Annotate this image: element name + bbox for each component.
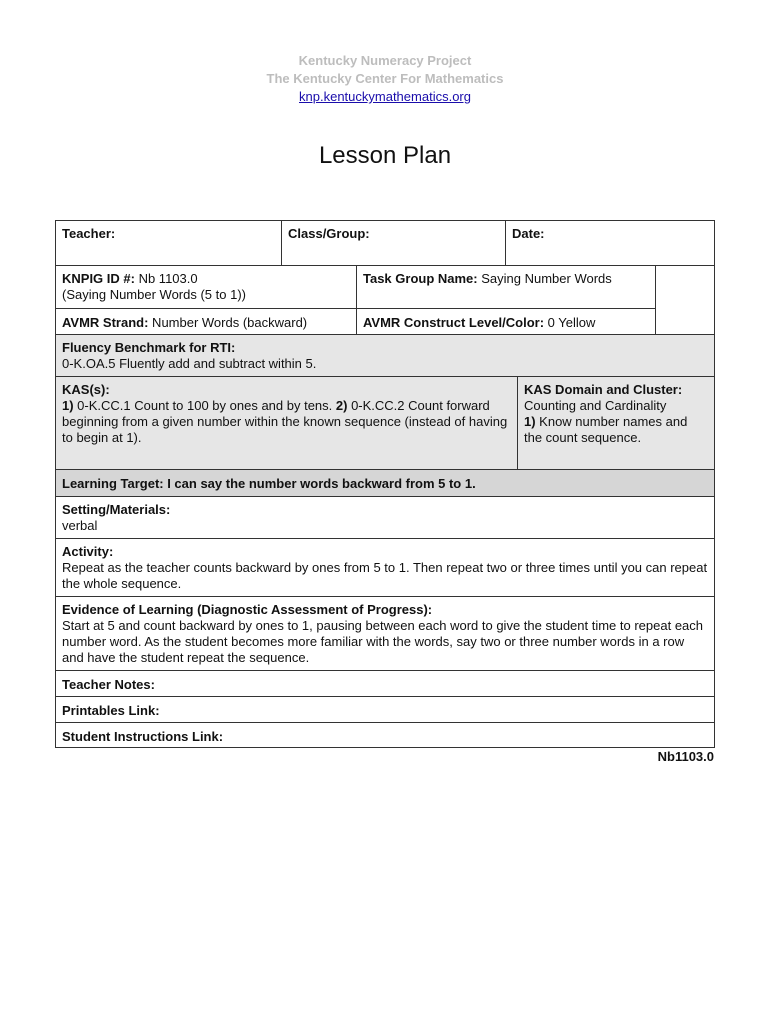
project-name: Kentucky Numeracy Project bbox=[298, 53, 472, 68]
footer-id: Nb1103.0 bbox=[657, 749, 714, 764]
activity bbox=[55, 538, 715, 597]
kas-domain-text-1: Know number names and the count sequence. bbox=[524, 414, 688, 445]
setting-materials bbox=[55, 496, 715, 539]
setting-value: verbal bbox=[62, 518, 98, 533]
fluency-benchmark bbox=[55, 334, 715, 377]
knpig-sub: (Saying Number Words (5 to 1)) bbox=[62, 287, 246, 302]
class-group-label: Class/Group: bbox=[288, 226, 370, 241]
fluency-value: 0-K.OA.5 Fluently add and subtract within 5. bbox=[62, 356, 317, 371]
teacher-label: Teacher: bbox=[62, 226, 116, 241]
printables-link: Printables Link: bbox=[55, 696, 715, 723]
kas-domain-value: Counting and Cardinality bbox=[524, 398, 667, 413]
task-group-cell bbox=[356, 265, 656, 309]
activity-label: Activity: bbox=[62, 544, 114, 559]
knpig-value: Nb 1103.0 bbox=[134, 271, 198, 286]
avmr-construct-label: AVMR Construct Level/Color: bbox=[363, 315, 545, 330]
class-group-field bbox=[281, 220, 506, 266]
kas-num-1: 1) bbox=[62, 398, 74, 413]
task-group-value: Saying Number Words bbox=[477, 271, 612, 286]
avmr-strand-value: Number Words (backward) bbox=[148, 315, 308, 330]
kas-domain-num-1: 1) bbox=[524, 414, 536, 429]
center-name: The Kentucky Center For Mathematics bbox=[266, 71, 504, 86]
student-instructions-link: Student Instructions Link: bbox=[55, 722, 715, 748]
fluency-label: Fluency Benchmark for RTI: bbox=[62, 340, 236, 355]
teacher-notes: Teacher Notes: bbox=[55, 670, 715, 697]
knpig-label: KNPIG ID #: bbox=[62, 271, 135, 286]
avmr-strand-label: AVMR Strand: bbox=[62, 315, 149, 330]
date-label: Date: bbox=[512, 226, 545, 241]
teacher-field bbox=[55, 220, 282, 266]
website-link[interactable]: knp.kentuckymathematics.org bbox=[299, 89, 471, 104]
learning-target: Learning Target: I can say the number words backward from 5 to 1. bbox=[55, 469, 715, 497]
knpig-cell bbox=[55, 265, 357, 309]
evidence-value: Start at 5 and count backward by ones to 1, pausing between each word to give the student time to repeat each number word. As the student becomes more familiar with the words, say two or three number words in a row and have the student repeat the sequence. bbox=[62, 618, 704, 665]
date-field bbox=[505, 220, 715, 266]
evidence-of-learning bbox=[55, 596, 715, 671]
page-title: Lesson Plan bbox=[318, 142, 452, 169]
website-link-wrap bbox=[0, 89, 770, 104]
kas-text-1: 0-K.CC.1 Count to 100 by ones and by tens. bbox=[73, 398, 336, 413]
avmr-construct-cell bbox=[356, 308, 656, 335]
kas-label: KAS(s): bbox=[62, 382, 110, 397]
avmr-construct-value: 0 Yellow bbox=[544, 315, 596, 330]
kas-domain-label: KAS Domain and Cluster: bbox=[524, 382, 683, 397]
task-group-label: Task Group Name: bbox=[363, 271, 478, 286]
kas-num-2: 2) bbox=[335, 398, 348, 413]
kas-text-2: 0-K.CC.2 Count forward beginning from a given number within the known sequence (instead of having to begin at 1). bbox=[62, 398, 508, 445]
setting-label: Setting/Materials: bbox=[62, 502, 171, 517]
evidence-label: Evidence of Learning (Diagnostic Assessment of Progress): bbox=[62, 602, 433, 617]
activity-value: Repeat as the teacher counts backward by ones from 5 to 1. Then repeat two or three times until you can repeat the whole sequence. bbox=[62, 560, 708, 591]
kas-cell bbox=[55, 376, 518, 470]
color-swatch-cell bbox=[655, 265, 715, 335]
avmr-strand-cell bbox=[55, 308, 357, 335]
kas-domain-cell bbox=[517, 376, 715, 470]
